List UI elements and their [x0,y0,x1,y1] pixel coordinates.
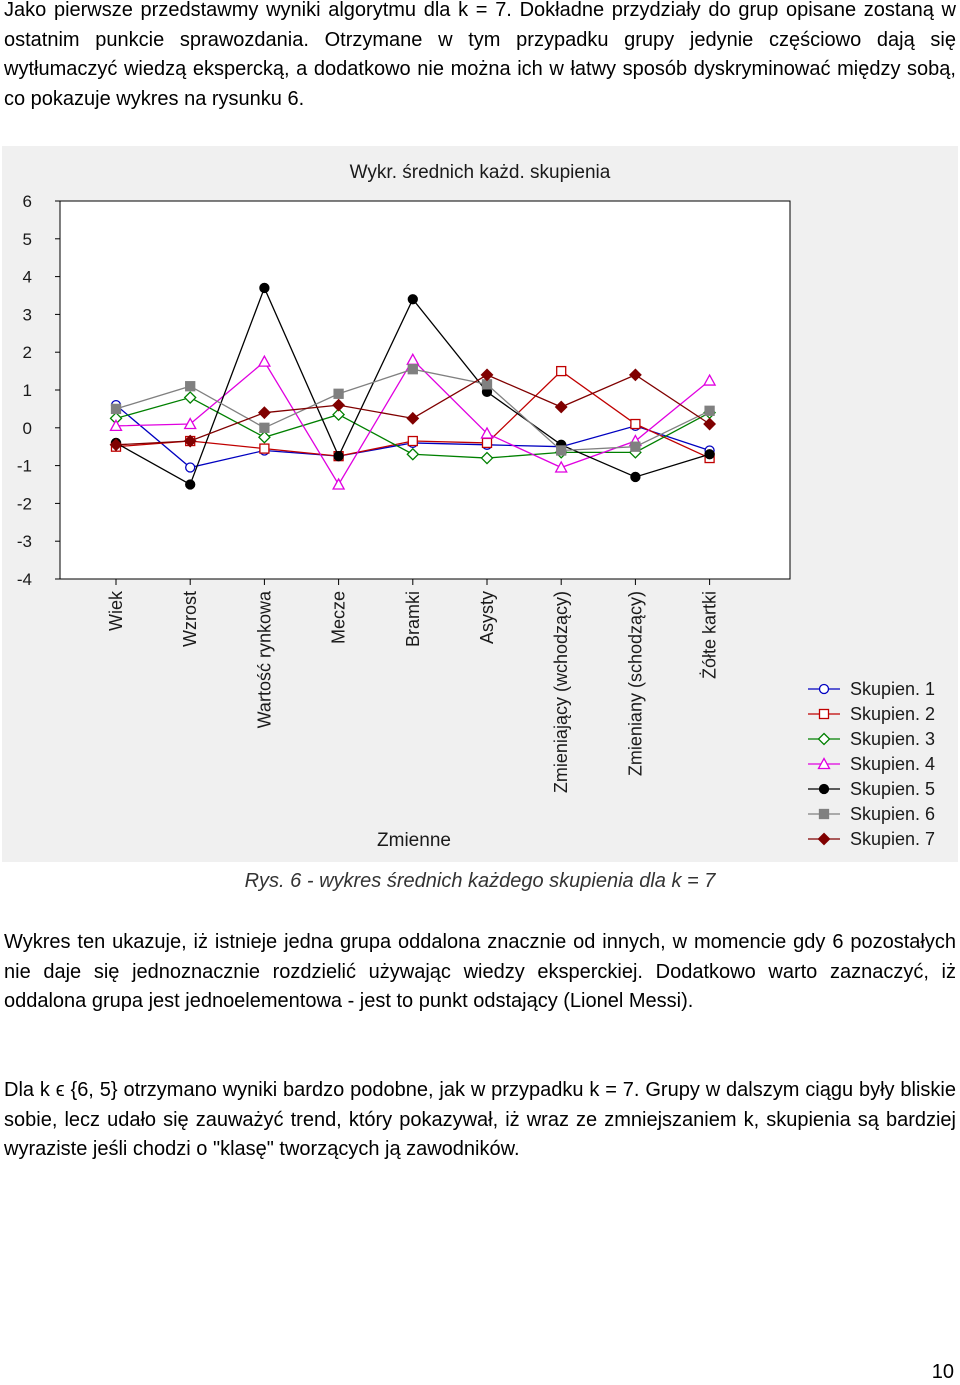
data-point [186,382,195,391]
analysis-paragraph: Wykres ten ukazuje, iż istnieje jedna grupa oddalona znacznie od innych, w momencie gdy 6 pozostałych nie daje się jednoznacznie rozdzielić używając wiedzy eksperckiej. Dodatkowo warto zaznaczyć, iż oddalona grupa jest jednoelementowa - jest to punkt odstający (Lionel Messi). [4,931,956,1012]
intro-paragraph: Jako pierwsze przedstawmy wyniki algorytmu dla k = 7. Dokładne przydziały do grup opisane zostaną w ostatnim punkcie sprawozdania. Otrzymane w tym przypadku grupy jedynie częściowo dają się wytłumaczyć wiedzą ekspercką, a dodatkowo nie można ich w łatwy sposób dyskryminować między sobą, co pokazuje wykres na rysunku 6. [4,0,956,110]
y-tick-label: 3 [22,305,32,325]
legend-label: Skupien. 6 [850,804,936,824]
legend-label: Skupien. 5 [850,779,936,799]
data-point [260,283,269,292]
data-point [483,438,492,447]
data-point [631,442,640,451]
legend-label: Skupien. 3 [850,729,936,749]
data-point [705,406,714,415]
x-tick-label: Zmieniany (schodzący) [625,591,646,777]
cluster-means-chart [2,146,958,862]
data-point [408,295,417,304]
y-tick-label: -4 [16,570,32,589]
x-tick-label: Żółte kartki [699,591,720,680]
legend-label: Skupien. 1 [850,679,936,699]
chart-title: Wykr. średnich każd. skupienia [349,162,611,183]
legend-marker [820,810,829,819]
x-tick-label: Asysty [477,591,497,645]
y-tick-label: 2 [22,343,32,363]
x-tick-label: Mecze [328,591,349,645]
y-tick-label: 5 [22,229,32,249]
data-point [186,463,195,472]
x-tick-label: Wartość rynkowa [254,591,275,729]
data-point [705,450,714,459]
data-point [112,404,121,413]
data-point [408,437,417,446]
data-point [186,480,195,489]
y-tick-label: -2 [16,494,32,514]
data-point [631,420,640,429]
x-axis-label: Zmienne [377,830,451,851]
page-number: 10 [931,1361,954,1383]
data-point [631,472,640,481]
legend-marker [820,685,829,694]
x-tick-label: Wzrost [180,591,201,647]
legend-marker [820,710,829,719]
y-tick-label: -3 [16,532,32,552]
x-tick-label: Wiek [106,591,126,631]
y-tick-label: 0 [22,418,32,438]
plot-area [60,201,790,579]
y-tick-label: 6 [22,192,32,211]
x-tick-label: Zmieniający (wchodzący) [551,591,572,794]
legend-label: Skupien. 2 [850,704,936,724]
x-tick-label: Bramki [402,591,423,648]
data-point [260,423,269,432]
data-point [557,367,566,376]
data-point [408,365,417,374]
legend-label: Skupien. 4 [850,754,936,774]
data-point [334,452,343,461]
conclusion-paragraph: Dla k ϵ {6, 5} otrzymano wyniki bardzo podobne, jak w przypadku k = 7. Grupy w dalszym ciągu były bliskie sobie, lecz udało się zauważyć trend, który pokazywał, iż wraz ze zmniejszaniem k, skupienia są bardziej wyraziste jeśli chodzi o "klasę" tworzących ją zawodników. [4,1079,956,1160]
data-point [260,444,269,453]
figure-caption: Rys. 6 - wykres średnich każdego skupienia dla k = 7 [244,870,716,892]
data-point [334,389,343,398]
y-tick-label: -1 [16,456,32,476]
legend-label: Skupien. 7 [850,829,936,849]
y-tick-label: 4 [22,267,32,287]
y-tick-label: 1 [22,381,32,400]
legend-marker [820,785,829,794]
data-point [557,446,566,455]
